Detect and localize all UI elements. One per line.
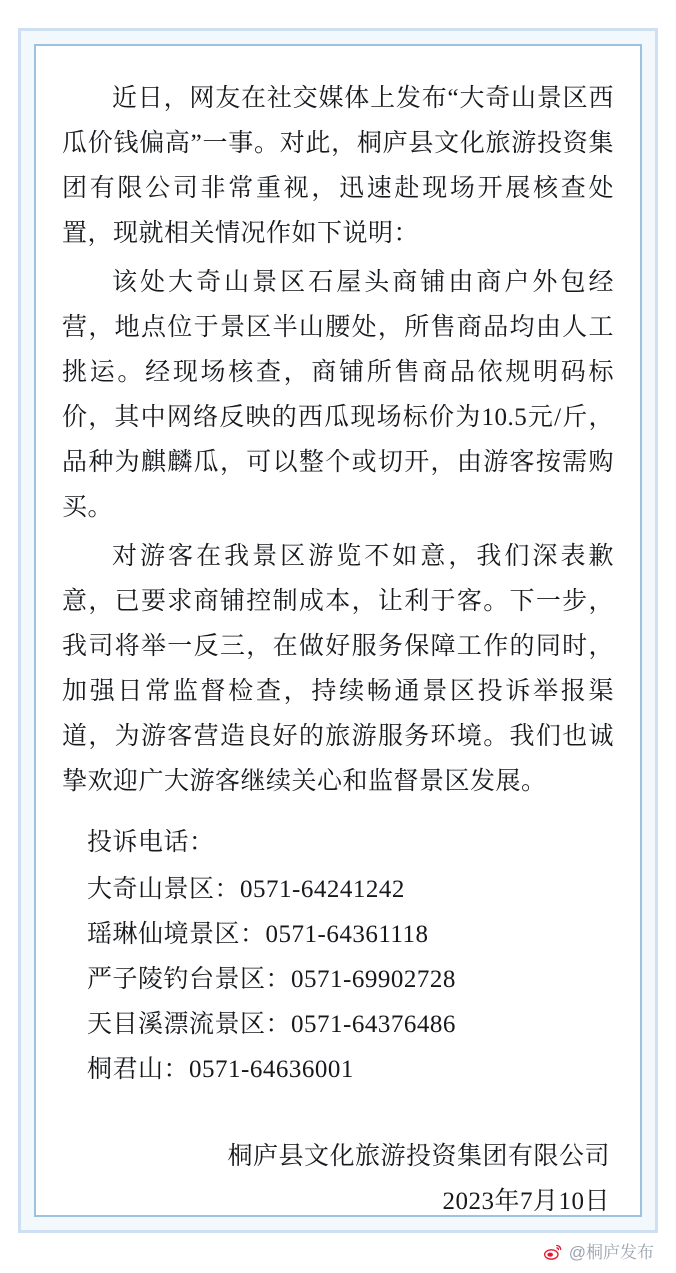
statement-card (34, 44, 642, 1217)
complaint-hotline-list (62, 867, 614, 1092)
paragraph-3: 对游客在我景区游览不如意，我们深表歉意，已要求商铺控制成本，让利于客。下一步，我司将举一反三，在做好服务保障工作的同时，加强日常监督检查，持续畅通景区投诉举报渠道，为游客营造良好的旅游服务环境。我们也诚挚欢迎广大游客继续关心和监督景区发展。 (62, 543, 614, 795)
signature-date: 2023年7月10日 (442, 1188, 610, 1215)
list-item: 桐君山：0571-64636001 (87, 1056, 354, 1083)
list-item: 大奇山景区：0571-64241242 (87, 876, 405, 903)
list-item: 严子陵钓台景区：0571-69902728 (87, 966, 456, 993)
weibo-icon (543, 1242, 563, 1262)
complaint-hotline-title: 投诉电话： (87, 829, 215, 856)
list-item: 天目溪漂流景区：0571-64376486 (87, 1011, 456, 1038)
paragraph-1: 近日，网友在社交媒体上发布“大奇山景区西瓜价钱偏高”一事。对此，桐庐县文化旅游投资集团有限公司非常重视，迅速赴现场开展核查处置，现就相关情况作如下说明： (62, 85, 614, 247)
signature-organization: 桐庐县文化旅游投资集团有限公司 (227, 1143, 610, 1170)
weibo-account-name: @桐庐发布 (568, 1243, 654, 1262)
weibo-account-footer (543, 1238, 654, 1263)
paragraph-2: 该处大奇山景区石屋头商铺由商户外包经营，地点位于景区半山腰处，所售商品均由人工挑运。经现场核查，商铺所售商品依规明码标价，其中网络反映的西瓜现场标价为10.5元/斤，品种为麒麟瓜，可以整个或切开，由游客按需购买。 (62, 269, 614, 521)
statement-body (62, 76, 614, 1224)
list-item: 瑶琳仙境景区：0571-64361118 (87, 921, 429, 948)
